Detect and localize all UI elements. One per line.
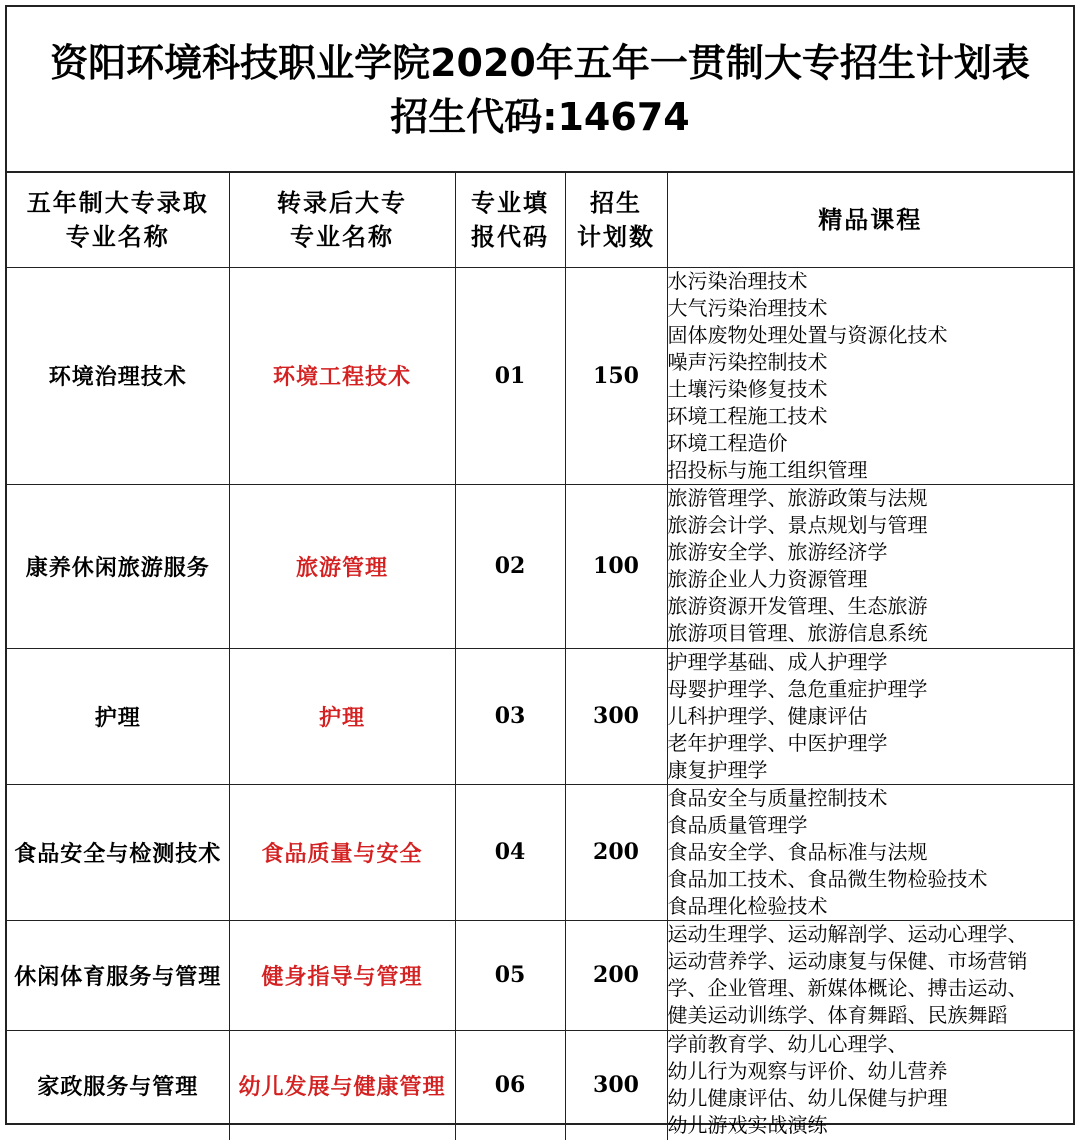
transferred-major-name: 健身指导与管理 <box>229 920 455 1030</box>
plan-count: 100 <box>565 484 667 648</box>
enrollment-plan-table <box>7 173 1073 1140</box>
course-item: 食品安全与质量控制技术 <box>667 785 888 810</box>
table-row <box>7 648 1073 784</box>
transferred-major-name: 旅游管理 <box>229 484 455 648</box>
enrollment-plan-sheet <box>5 5 1075 1137</box>
course-item: 幼儿健康评估、幼儿保健与护理 <box>667 1085 948 1110</box>
course-item: 旅游项目管理、旅游信息系统 <box>667 620 928 645</box>
course-item: 水污染治理技术 <box>667 268 808 293</box>
table-row <box>7 267 1073 484</box>
course-item: 食品加工技术、食品微生物检验技术 <box>667 866 988 891</box>
course-item: 食品质量管理学 <box>667 812 808 837</box>
course-item: 环境工程造价 <box>667 430 788 455</box>
plan-count: 150 <box>565 267 667 484</box>
course-item: 运动营养学、运动康复与保健、市场营销 <box>667 948 1028 973</box>
original-major-name: 休闲体育服务与管理 <box>7 920 229 1030</box>
course-item: 噪声污染控制技术 <box>667 349 828 374</box>
table-row <box>7 920 1073 1030</box>
original-major-name: 家政服务与管理 <box>7 1030 229 1140</box>
major-code: 01 <box>455 267 565 484</box>
header-transferred-major <box>229 173 455 267</box>
course-item: 康复护理学 <box>667 757 768 782</box>
course-item: 土壤污染修复技术 <box>667 376 828 401</box>
original-major-name: 康养休闲旅游服务 <box>7 484 229 648</box>
major-code: 03 <box>455 648 565 784</box>
header-plan-count-line2: 计划数 <box>577 222 655 251</box>
major-code: 05 <box>455 920 565 1030</box>
course-item: 固体废物处理处置与资源化技术 <box>667 322 948 347</box>
header-major-code-line1: 专业填 <box>471 188 549 217</box>
course-item: 幼儿行为观察与评价、幼儿营养 <box>667 1058 948 1083</box>
title-block <box>7 7 1073 173</box>
table-header-row <box>7 173 1073 267</box>
course-item: 幼儿游戏实战演练 <box>667 1112 828 1137</box>
header-transferred-major-line2: 专业名称 <box>290 222 394 251</box>
major-code: 02 <box>455 484 565 648</box>
original-major-name: 食品安全与检测技术 <box>7 784 229 920</box>
course-item: 旅游安全学、旅游经济学 <box>667 539 888 564</box>
header-plan-count <box>565 173 667 267</box>
course-item: 护理学基础、成人护理学 <box>667 649 888 674</box>
major-code: 06 <box>455 1030 565 1140</box>
plan-count: 300 <box>565 1030 667 1140</box>
course-item: 旅游管理学、旅游政策与法规 <box>667 485 928 510</box>
header-original-major-line1: 五年制大专录取 <box>26 188 209 217</box>
course-item: 母婴护理学、急危重症护理学 <box>667 676 928 701</box>
course-item: 招投标与施工组织管理 <box>667 457 868 482</box>
transferred-major-name: 食品质量与安全 <box>229 784 455 920</box>
header-major-code <box>455 173 565 267</box>
course-item: 旅游资源开发管理、生态旅游 <box>667 593 928 618</box>
plan-count: 300 <box>565 648 667 784</box>
course-list <box>667 1030 1073 1140</box>
major-code: 04 <box>455 784 565 920</box>
header-major-code-line2: 报代码 <box>471 222 549 251</box>
table-row <box>7 1030 1073 1140</box>
course-list <box>667 648 1073 784</box>
course-item: 食品理化检验技术 <box>667 893 828 918</box>
header-plan-count-line1: 招生 <box>590 188 642 217</box>
course-item: 旅游会计学、景点规划与管理 <box>667 512 928 537</box>
header-transferred-major-line1: 转录后大专 <box>277 188 407 217</box>
course-item: 大气污染治理技术 <box>667 295 828 320</box>
plan-count: 200 <box>565 920 667 1030</box>
course-item: 旅游企业人力资源管理 <box>667 566 868 591</box>
course-list <box>667 784 1073 920</box>
transferred-major-name: 环境工程技术 <box>229 267 455 484</box>
original-major-name: 环境治理技术 <box>7 267 229 484</box>
course-item: 老年护理学、中医护理学 <box>667 730 888 755</box>
table-row <box>7 484 1073 648</box>
page-title: 资阳环境科技职业学院2020年五年一贯制大专招生计划表 <box>50 41 1030 85</box>
course-item: 儿科护理学、健康评估 <box>667 703 868 728</box>
header-courses: 精品课程 <box>667 173 1073 267</box>
plan-count: 200 <box>565 784 667 920</box>
course-item: 食品安全学、食品标准与法规 <box>667 839 928 864</box>
course-item: 健美运动训练学、体育舞蹈、民族舞蹈 <box>667 1002 1008 1027</box>
transferred-major-name: 幼儿发展与健康管理 <box>229 1030 455 1140</box>
header-original-major-line2: 专业名称 <box>65 222 170 251</box>
course-item: 运动生理学、运动解剖学、运动心理学、 <box>667 921 1028 946</box>
course-item: 学前教育学、幼儿心理学、 <box>667 1031 908 1056</box>
course-list <box>667 267 1073 484</box>
table-row <box>7 784 1073 920</box>
enrollment-code: 招生代码:14674 <box>390 95 690 139</box>
course-item: 学、企业管理、新媒体概论、搏击运动、 <box>667 975 1028 1000</box>
original-major-name: 护理 <box>7 648 229 784</box>
course-item: 环境工程施工技术 <box>667 403 828 428</box>
transferred-major-name: 护理 <box>229 648 455 784</box>
course-list <box>667 920 1073 1030</box>
header-original-major <box>7 173 229 267</box>
course-list <box>667 484 1073 648</box>
